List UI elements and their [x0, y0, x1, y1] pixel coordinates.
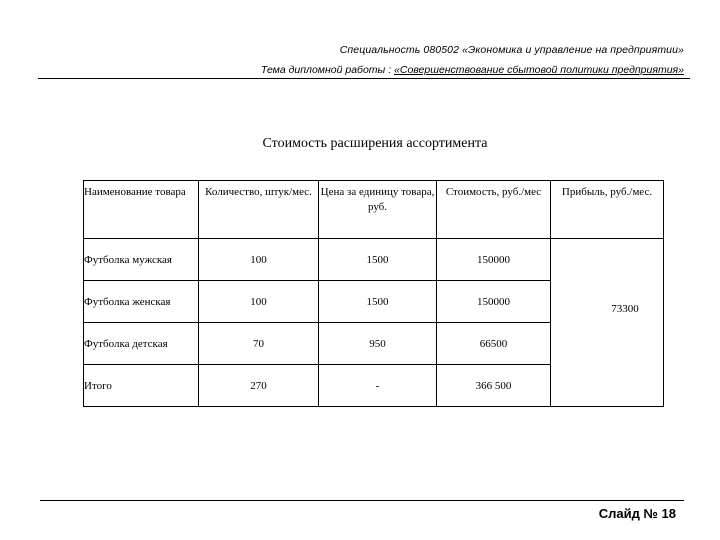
cell-product-name: Футболка детская [84, 323, 199, 365]
column-header-product: Наименование товара [84, 181, 199, 239]
cell-total-cost: 366 500 [437, 365, 551, 407]
cell-cost: 66500 [437, 323, 551, 365]
table-header-row [84, 181, 664, 239]
cell-product-name: Футболка женская [84, 281, 199, 323]
cell-total-price: - [319, 365, 437, 407]
column-header-quantity: Количество, штук/мес. [199, 181, 319, 239]
header-topic-title: «Совершенствование сбытовой политики предприятия» [394, 64, 684, 76]
cell-cost: 150000 [437, 281, 551, 323]
page-title: Стоимость расширения ассортимента [262, 136, 488, 151]
table-row [84, 239, 664, 281]
cell-quantity: 100 [199, 281, 319, 323]
cell-price: 1500 [319, 281, 437, 323]
header-specialty: Специальность 080502 «Экономика и управление на предприятии» [339, 44, 684, 56]
slide-number: Слайд № 18 [598, 506, 676, 521]
column-header-price: Цена за единицу товара, руб. [319, 181, 437, 239]
cell-profit [551, 239, 664, 407]
header-divider [38, 78, 690, 79]
assortment-cost-table [83, 180, 664, 407]
footer-divider [40, 500, 684, 501]
cell-product-name: Футболка мужская [84, 239, 199, 281]
cell-total-label: Итого [84, 365, 199, 407]
header-topic-prefix: Тема дипломной работы : [260, 64, 395, 76]
page-title-wrap [0, 136, 720, 152]
cell-total-quantity: 270 [199, 365, 319, 407]
cell-quantity: 100 [199, 239, 319, 281]
cell-cost: 150000 [437, 239, 551, 281]
cell-quantity: 70 [199, 323, 319, 365]
column-header-profit: Прибыль, руб./мес. [551, 181, 664, 239]
profit-value: 73300 [611, 302, 639, 315]
cell-price: 1500 [319, 239, 437, 281]
cell-price: 950 [319, 323, 437, 365]
column-header-cost: Стоимость, руб./мес [437, 181, 551, 239]
header-topic [261, 64, 684, 76]
